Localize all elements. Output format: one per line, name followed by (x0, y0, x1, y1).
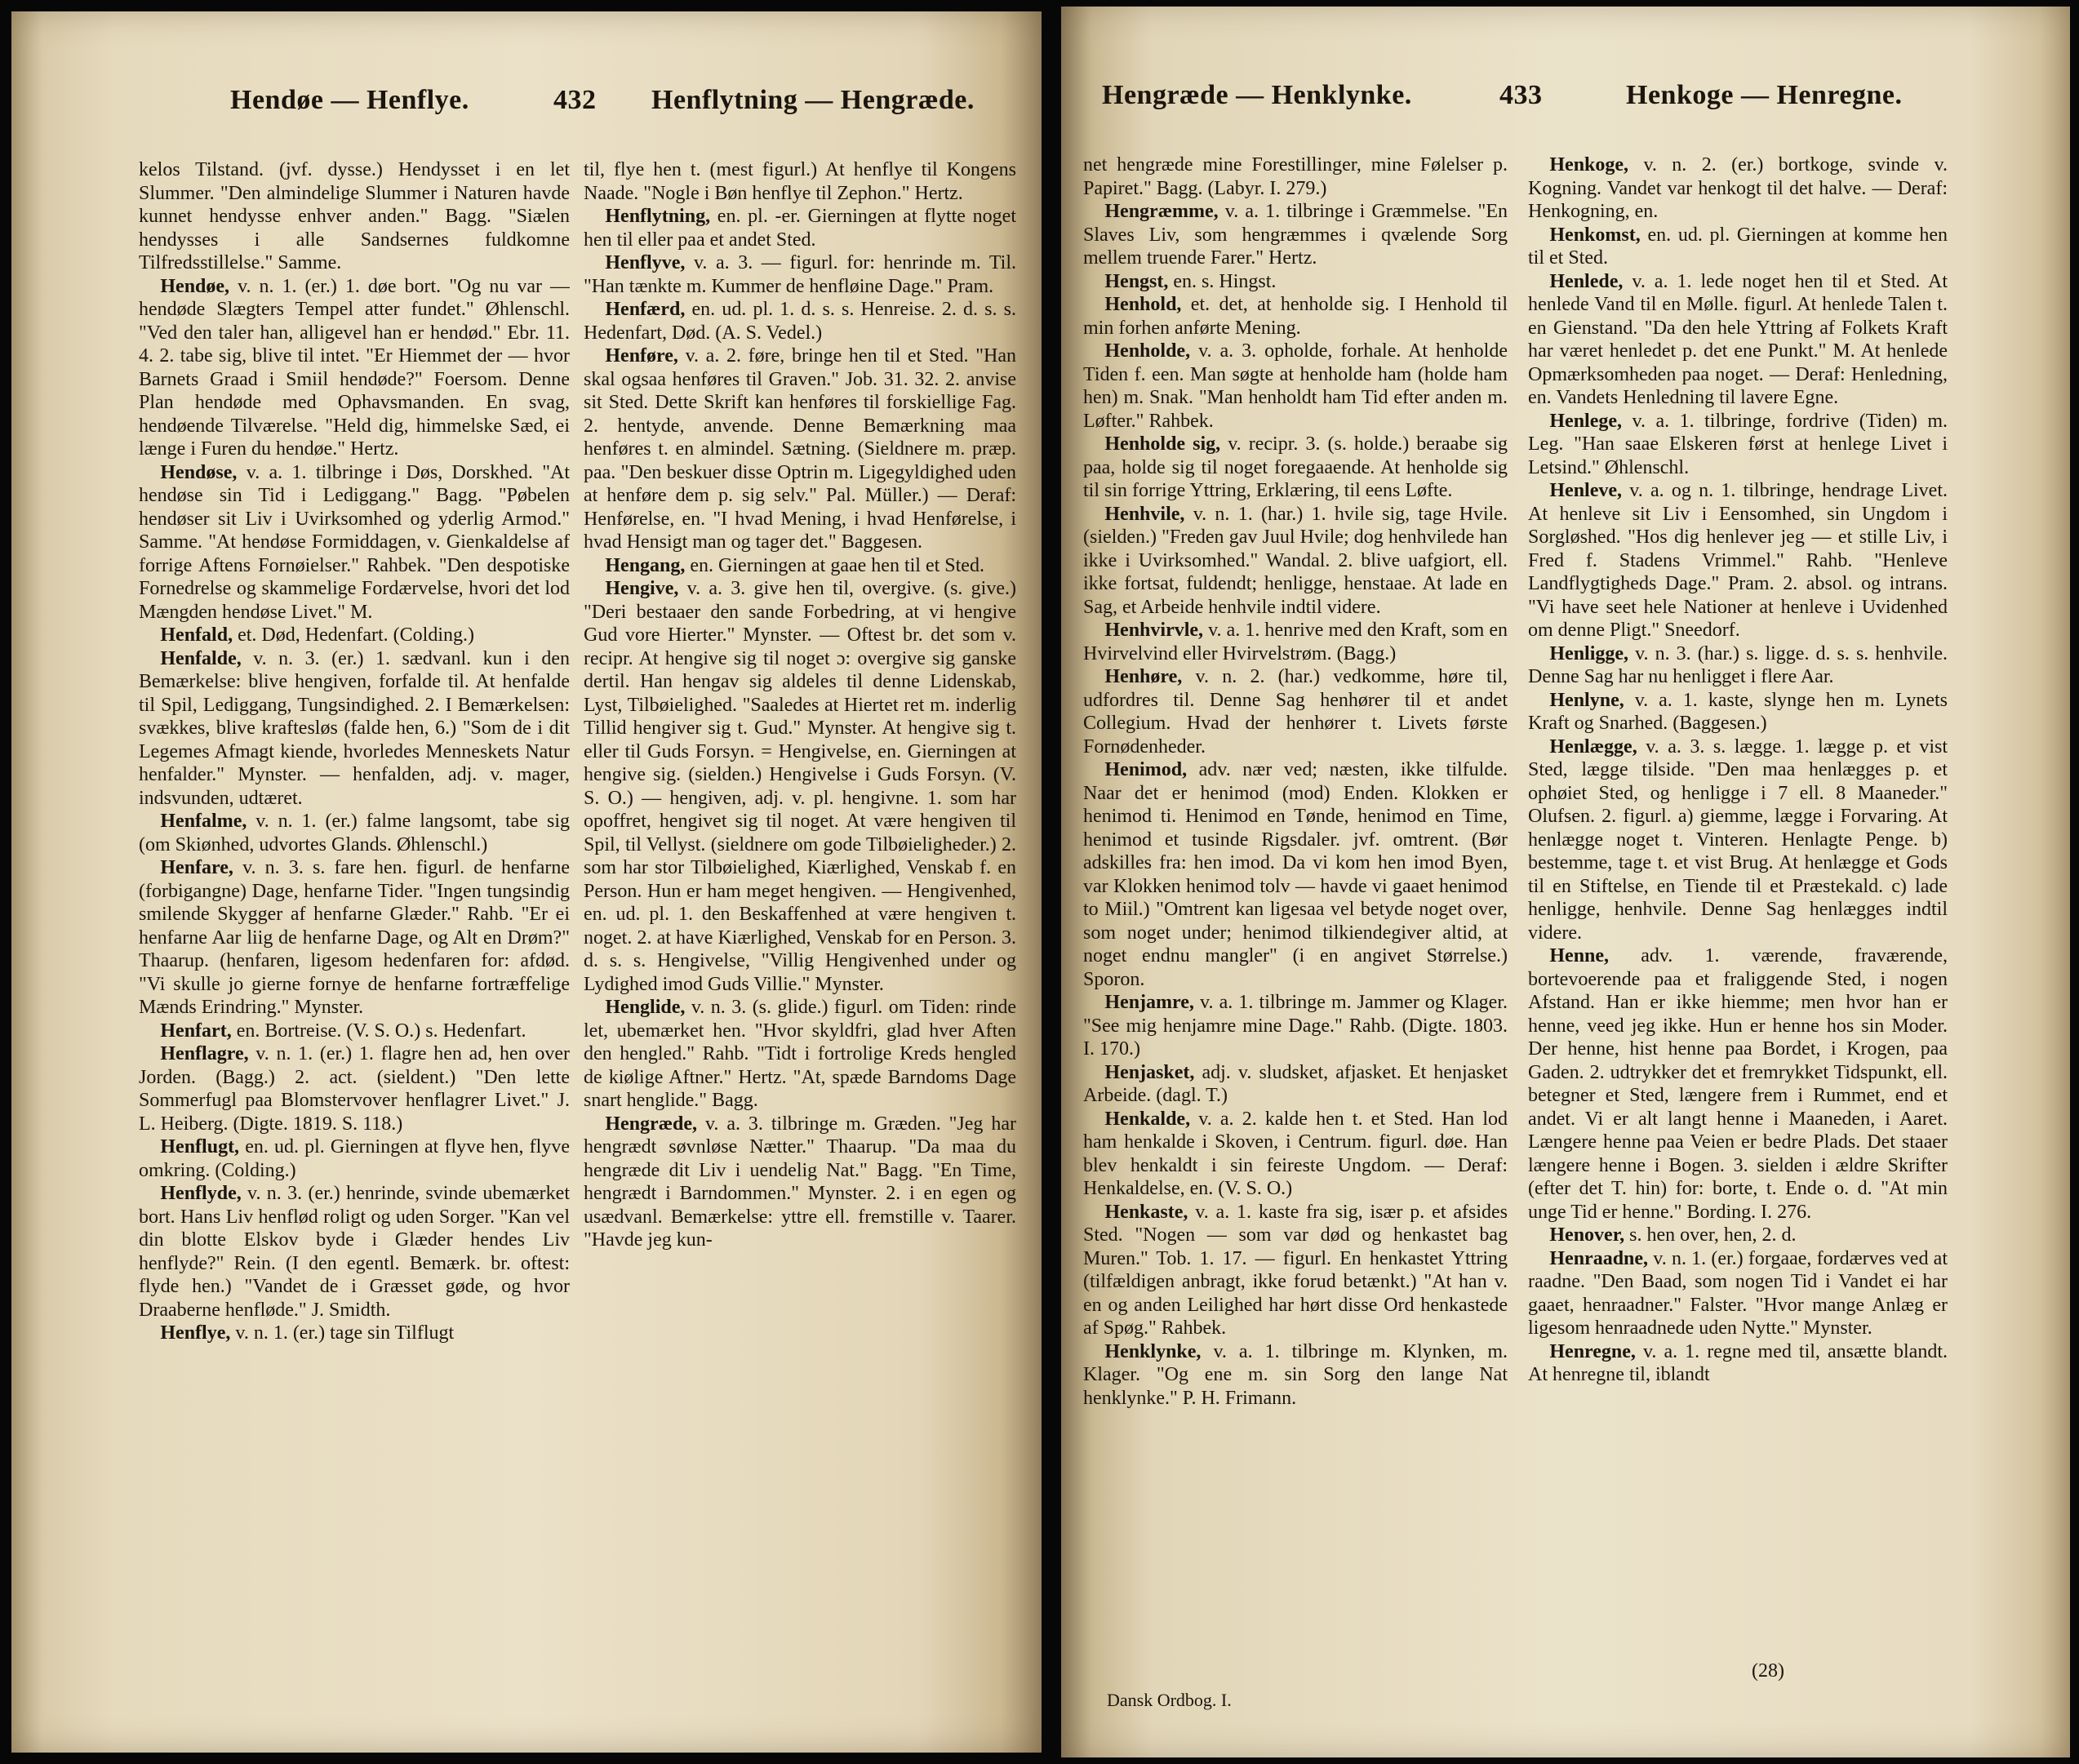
dictionary-entry (139, 810, 570, 856)
dictionary-entry (1083, 1061, 1508, 1108)
dictionary-entry (139, 647, 570, 811)
running-head-left: Hendøe — Henflye. (230, 85, 469, 115)
headword: Hengræde, (605, 1113, 698, 1135)
dictionary-entry (1083, 619, 1508, 665)
entry-text: v. n. 3. s. fare hen. figurl. de henfarne (forbigangne) Dage, henfarne Tider. "Ingen tungsindig smilende Skygger af henfarne Glæder." Rahb. "Er ei henfarne Aar liig de henfarne Dage, og Alt en Drøm?" Thaarup. (henfaren, ligesom hedenfaren for: afdød. "Vi skulle jo gierne fornye de henfarne fortræffelige Mænds Erindring." Mynster. (139, 857, 570, 1018)
dictionary-entry (1528, 642, 1948, 689)
headword: Hengive, (605, 578, 679, 599)
entry-text: en. ud. pl. 1. d. s. s. Henreise. 2. d. s. s. Hedenfart, Død. (A. S. Vedel.) (584, 299, 1016, 344)
page-number: 433 (1499, 80, 1543, 110)
entry-text: adj. v. sludsket, afjasket. Et henjasket Arbeide. (dagl. T.) (1083, 1061, 1508, 1106)
dictionary-entry (139, 1042, 570, 1135)
entry-text: v. a. 1. tilbringe i Døs, Dorskhed. "At hendøse sin Tid i Lediggang." Bagg. "Pøbelen hendøser sit Liv i Uvirksomhed og yderlig Armod." Samme. "At hendøse Formiddagen, v. Gienkaldelse af forrige Aftens Fornøielser." Rahbek. "Den despotiske Fornedrelse og skammelige Fordærvelse, hvori det lod Mængden hendøse Livet." M. (139, 461, 570, 623)
headword: Henlægge, (1549, 735, 1637, 758)
entry-text: v. n. 1. (er.) falme langsomt, tabe sig (om Skiønhed, udvortes Glands. Øhlenschl.) (139, 811, 570, 855)
headword: Henføre, (605, 345, 678, 367)
dictionary-entry (584, 251, 1016, 298)
entry-text: v. n. 3. (er.) henrinde, svinde ubemærket bort. Hans Liv henflød roligt og uden Sorger. "Kan vel din blotte Elskov byde i Glæder hendes Liv henflyde?" Rein. (I den egentl. Bemærk. br. oftest: flyde hen.) "Vandet de i Græsset gøde, og hvor Draaberne henfløde." J. Smidth. (139, 1183, 570, 1321)
headword: Hengræmme, (1104, 201, 1219, 222)
dictionary-entry (1528, 689, 1948, 735)
dictionary-entry (584, 205, 1016, 251)
dictionary-entry (139, 856, 570, 1020)
entry-text: v. n. 1. (er.) tage sin Tilflugt (230, 1322, 455, 1344)
entry-text: v. a. og n. 1. tilbringe, hendrage Livet. At henleve sit Liv i Eensomhed, sin Ungdom i Sorgløshed. "Hos dig henlever jeg — et stille Liv, i Fred f. Stadens Vrimmel." Rahb. "Henleve Landflygtigheds Dage." Pram. 2. absol. og intrans. "Vi have seet hele Nationer at henleve i Uvidenhed om denne Pligt." Sneedorf. (1528, 480, 1948, 641)
signature-mark: Dansk Ordbog. I. (1107, 1690, 1232, 1710)
dictionary-entry (1528, 1247, 1948, 1340)
entry-text: v. n. 3. (har.) s. ligge. d. s. s. henhvile. Denne Sag har nu henligget i flere Aar. (1528, 642, 1948, 687)
dictionary-entry (1083, 153, 1508, 200)
dictionary-entry (1083, 340, 1508, 433)
headword: Henkalde, (1104, 1108, 1191, 1130)
entry-text: til, flye hen t. (mest figurl.) At henflye til Kongens Naade. "Nogle i Bøn henflye til Zephon." Hertz. (584, 159, 1016, 204)
headword: Henkomst, (1549, 224, 1641, 246)
dictionary-entry (1528, 410, 1948, 480)
headword: Henflagre, (160, 1043, 249, 1064)
sheet-number: (28) (1752, 1660, 1784, 1682)
entry-text: en. pl. -er. Gierningen at flytte noget hen til eller paa et andet Sted. (584, 206, 1016, 251)
dictionary-entry (1083, 758, 1508, 991)
entry-text: v. a. 3. opholde, forhale. At henholde Tiden f. een. Man søgte at henholde ham (holde ham hen) m. Snak. "Man henholdt ham Tid efter anden m. Løfter." Rahbek. (1083, 340, 1508, 432)
headword: Henligge, (1549, 642, 1629, 664)
entry-text: v. n. 1. (er.) 1. døe bort. "Og nu var — hendøde Slægters Tempel atter fundet." Øhlenschl. "Ved den taler han, alligevel han er hendød." Ebr. 11. 4. 2. tabe sig, blive til intet. "Er Hiemmet der — hvor Barnets Graad i Smiil hendøde?" Foersom. Denne Plan hendøde med Ophavsmanden. En svag, hendøende Tilværelse. "Held dig, himmelske Sæd, ei længe i Furen du hendøe." Hertz. (139, 275, 570, 460)
headword: Henimod, (1104, 759, 1188, 780)
headword: Henover, (1549, 1224, 1625, 1246)
entry-text: et. det, at henholde sig. I Henhold til min forhen anførte Mening. (1083, 294, 1508, 339)
entry-text: v. n. 3. (s. glide.) figurl. om Tiden: rinde let, ubemærket hen. "Hvor skyldfri, glad hver Aften den hengled." Rahb. "Tidt i fortrolige Kreds hengled de kiølige Aftner." Hertz. "At, spæde Barndoms Dage snart henglide." Bagg. (584, 997, 1016, 1111)
column-1 (139, 158, 570, 1717)
dictionary-entry (584, 1113, 1016, 1252)
dictionary-entry (584, 298, 1016, 344)
headword: Henfærd, (605, 299, 686, 320)
headword: Henfart, (160, 1020, 232, 1042)
headword: Henglide, (605, 997, 686, 1018)
headword: Henklynke, (1104, 1340, 1202, 1362)
headword: Henlede, (1549, 270, 1624, 292)
dictionary-entry (1528, 270, 1948, 410)
entry-text: net hengræde mine Forestillinger, mine Følelser p. Papiret." Bagg. (Labyr. I. 279.) (1083, 154, 1508, 199)
dictionary-entry (139, 158, 570, 275)
dictionary-entry (139, 1322, 570, 1345)
entry-text: et. Død, Hedenfart. (Colding.) (233, 624, 474, 646)
headword: Henhvirvle, (1104, 620, 1204, 641)
entry-text: v. a. 2. kalde hen t. et Sted. Han lod ham henkalde i Skoven, i Centrum. figurl. døe. Han blev henkaldt i sin feireste Ungdom. — Deraf: Henkaldelse, en. (V. S. O.) (1083, 1108, 1508, 1199)
running-head-right: Henflytning — Hengræde. (651, 85, 975, 115)
entry-text: v. a. 3. give hen til, overgive. (s. give.) "Deri bestaaer den sande Forbedring, at vi hengive Gud vore Hierter." Mynster. — Oftest br. det som v. recipr. At hengive sig til noget ɔ: overgive sig ganske dertil. Han hengav sig aldeles til denne Lidenskab, Lyst, Tilbøielighed. "Saaledes at Hiertet ret m. inderlig Tillid hengiver sig t. Gud." Mynster. At hengive sig t. eller til Guds Forsyn. = Hengivelse, en. Gierningen at hengive sig. (sielden.) Hengivelse i Guds Forsyn. (V. S. O.) — hengiven, adj. v. pl. hengivne. 1. som har opoffret, hengivet sig til noget. At være hengiven til Spil, til Vellyst. (sieldnere om gode Tilbøieligheder.) 2. som har stor Tilbøielighed, Kiærlighed, Venskab f. en Person. Hun er ham meget hengiven. — Hengivenhed, en. ud. pl. 1. den Beskaffenhed at være hengiven t. noget. 2. at have Kiærlighed, Venskab for en Person. 3. d. s. s. Hengivelse, "Villig Hengivenhed under og Lydighed imod Guds Villie." Mynster. (584, 578, 1016, 995)
headword: Henleve, (1549, 480, 1623, 501)
entry-text: v. a. 3. — figurl. for: henrinde m. Til. "Han tænkte m. Kummer de henfløine Dage." Pram. (584, 252, 1016, 297)
headword: Henhvile, (1104, 503, 1185, 525)
dictionary-entry (584, 554, 1016, 578)
entry-text: v. a. 3. s. lægge. 1. lægge p. et vist Sted, lægge tilside. "Den maa henlægges p. et ophøiet Sted, og henligge i 7 ell. 8 Maaneder." Olufsen. 2. figurl. a) giemme, lægge i Forvaring. At henlægge noget t. Vinteren. Henlagte Penge. b) bestemme, tage t. et vist Brug. At henlægge et Gods til en Stiftelse, en Tiende til et Præstekald. c) lade henligge, henhvile. Denne Sag henlægges indtil videre. (1528, 735, 1948, 944)
headword: Henraadne, (1549, 1247, 1649, 1269)
dictionary-entry (1083, 665, 1508, 758)
entry-text: kelos Tilstand. (jvf. dysse.) Hendysset i en let Slummer. "Den almindelige Slummer i Naturen havde kunnet hendysse enhver anden." Bagg. "Siælen hendysses i alle Sandsernes fuldkomne Tilfredsstillelse." Samme. (139, 159, 570, 273)
dictionary-entry (584, 158, 1016, 205)
dictionary-entry (1083, 503, 1508, 620)
dictionary-entry (1083, 1340, 1508, 1411)
entry-text: v. a. 1. tilbringe m. Klynken, m. Klager. "Og ene m. sin Sorg den lange Nat henklynke." P. H. Frimann. (1083, 1340, 1508, 1409)
headword: Henflytning, (605, 206, 711, 227)
headword: Henlyne, (1549, 689, 1624, 711)
headword: Henkoge, (1549, 154, 1629, 176)
headword: Henfalde, (160, 647, 242, 669)
headword: Hengst, (1104, 270, 1169, 292)
page-433 (1061, 7, 2070, 1757)
entry-text: v. n. 1. (er.) forgaae, fordærves ved at raadne. "Den Baad, som nogen Tid i Vandet ei har gaaet, henraadner." Falster. "Hvor mange Anlæg er ligesom henraadnede uden Nytte." Mynster. (1528, 1247, 1948, 1339)
entry-text: v. a. 3. tilbringe m. Græden. "Jeg har hengrædt søvnløse Nætter." Thaarup. "Da maa du hengræde dit Liv i uendelig Nat." Bagg. "En Time, hengrædt i Barndommen." Mynster. 2. i en egen og usædvanl. Bemærkelse: yttre ell. fremstille v. Taarer. "Havde jeg kun- (584, 1113, 1016, 1251)
dictionary-entry (584, 344, 1016, 554)
headword: Hengang, (605, 554, 686, 576)
dictionary-entry (1083, 200, 1508, 270)
entry-text: v. n. 1. (har.) 1. hvile sig, tage Hvile. (sielden.) "Freden gav Juul Hvile; dog henhvilede han ikke i Uvirksomhed." Wandal. 2. blive uafgiort, ell. ikke fortsat, fuldendt; henligge, henstaae. At lade en Sag, et Arbeide henhvile indtil videre. (1083, 503, 1508, 618)
entry-text: adv. nær ved; næsten, ikke tilfulde. Naar det er henimod (mod) Enden. Klokken er henimod ti. Henimod en Tønde, henimod en Time, henimod et tusinde Rigsdaler. jvf. omtrent. (Bør adskilles fra: hen imod. Da vi kom hen imod Byen, var Klokken henimod tolv — havde vi gaaet henimod to Miil.) "Omtrent kan ligesaa vel betyde noget over, som noget under; henimod tilkiendegiver altid, at noget endnu mangler" (i en angivet Størrelse.) Sporon. (1083, 759, 1508, 990)
page-432 (11, 11, 1042, 1753)
running-head-left: Hengræde — Henklynke. (1102, 80, 1412, 110)
headword: Henflyve, (605, 252, 686, 273)
entry-text: v. n. 2. (har.) vedkomme, høre til, udfordres til. Denne Sag henhører til et andet Collegium. Hvad der henhører t. Livets første Fornødenheder. (1083, 666, 1508, 758)
headword: Henne, (1549, 945, 1610, 966)
headword: Henflyde, (160, 1183, 242, 1204)
dictionary-entry (139, 1020, 570, 1043)
headword: Henfald, (160, 624, 233, 646)
headword: Henholde, (1104, 340, 1191, 362)
dictionary-entry (1528, 1340, 1948, 1387)
entry-text: v. n. 2. (er.) bortkoge, svinde v. Kogning. Vandet var henkogt til det halve. — Deraf: Henkogning, en. (1528, 154, 1948, 222)
headword: Henjasket, (1104, 1061, 1195, 1083)
dictionary-entry (1083, 991, 1508, 1061)
headword: Henhold, (1104, 294, 1182, 315)
entry-text: adv. 1. værende, fraværende, bortevoerende paa et fraliggende Sted, i nogen Afstand. Han er ikke hiemme; men hvor han er henne, veed jeg ikke. Hun er henne hos sin Moder. Der henne, hist henne paa Bordet, i Krogen, paa Gaden. 2. udtrykker det et fremrykket Tidspunkt, ell. betegner et Sted, længere frem i Rummet, end et andet. Vi er alt langt henne i Maaneden, i Aaret. Længere henne paa Veien er bedre Plads. Det staaer længere henne i Bogen. 3. sielden i ældre Skrifter (efter det T. hin) for: borte, t. Ende o. d. "At min unge Tid er henne." Bording. I. 276. (1528, 945, 1948, 1223)
entry-text: v. a. 1. regne med til, ansætte blandt. At henregne til, iblandt (1528, 1340, 1948, 1385)
entry-text: en. ud. pl. Gierningen at flyve hen, flyve omkring. (Colding.) (139, 1136, 570, 1181)
entry-text: en. ud. pl. Gierningen at komme hen til et Sted. (1528, 224, 1948, 269)
entry-text: en. Gierningen at gaae hen til et Sted. (685, 554, 984, 576)
entry-text: v. n. 1. (er.) 1. flagre hen ad, hen over Jorden. (Bagg.) 2. act. (sieldent.) "Den lette Sommerfugl paa Blomstervover henflagrer Livet." J. L. Heiberg. (Digte. 1819. S. 118.) (139, 1043, 570, 1135)
headword: Henholde sig, (1104, 433, 1221, 455)
entry-text: v. a. 1. tilbringe i Græmmelse. "En Slaves Liv, som hengræmmes i qvælende Sorg mellem truende Farer." Hertz. (1083, 201, 1508, 269)
dictionary-entry (139, 1135, 570, 1182)
headword: Henflye, (160, 1322, 231, 1344)
dictionary-entry (139, 461, 570, 624)
dictionary-entry (1083, 293, 1508, 340)
dictionary-entry (584, 577, 1016, 996)
headword: Henlege, (1549, 410, 1623, 432)
dictionary-entry (1083, 1108, 1508, 1201)
page-number: 432 (553, 85, 597, 115)
headword: Henhøre, (1104, 666, 1183, 687)
entry-text: v. a. 1. tilbringe m. Jammer og Klager. "See mig henjamre mine Dage." Rahb. (Digte. 1803. I. 170.) (1083, 992, 1508, 1060)
headword: Henkaste, (1104, 1201, 1188, 1223)
column-3 (1083, 153, 1508, 1672)
headword: Henfalme, (160, 811, 247, 832)
dictionary-entry (1083, 1201, 1508, 1340)
headword: Henregne, (1549, 1340, 1636, 1362)
entry-text: en. s. Hingst. (1168, 270, 1277, 292)
dictionary-entry (1528, 224, 1948, 270)
dictionary-entry (1528, 735, 1948, 945)
headword: Henflugt, (160, 1136, 240, 1157)
headword: Henfare, (160, 857, 233, 878)
dictionary-entry (139, 275, 570, 461)
entry-text: en. Bortreise. (V. S. O.) s. Hedenfart. (231, 1020, 526, 1042)
dictionary-entry (139, 1182, 570, 1322)
dictionary-entry (1083, 433, 1508, 503)
dictionary-entry (1083, 270, 1508, 294)
entry-text: v. a. 1. tilbringe, fordrive (Tiden) m. Leg. "Han saae Elskeren først at henlege Livet i Letsind." Øhlenschl. (1528, 410, 1948, 478)
column-4 (1528, 153, 1948, 1655)
entry-text: v. n. 3. (er.) 1. sædvanl. kun i den Bemærkelse: blive hengiven, forfalde til. At henfalde til Spil, Lediggang, Tungsindighed. 2. I Bemærkelsen: svækkes, blive kraftesløs (falde hen, 6.) "Som de i dit Legemes Afmagt kiende, hvorledes Menneskets Natur henfalder." Mynster. — henfalden, adj. v. mager, indsvunden, udtæret. (139, 647, 570, 809)
dictionary-entry (1528, 1224, 1948, 1247)
entry-text: v. a. 1. kaste, slynge hen m. Lynets Kraft og Snarhed. (Baggesen.) (1528, 689, 1948, 734)
column-2 (584, 158, 1016, 1717)
headword: Hendøe, (160, 275, 230, 297)
dictionary-entry (1528, 479, 1948, 642)
entry-text: v. a. 1. lede noget hen til et Sted. At henlede Vand til en Mølle. figurl. At henlede Talen t. en Gienstand. "Da den hele Yttring af Folkets Kraft har været henledet p. det ene Punkt." M. At henlede Opmærksomheden paa noget. — Deraf: Henledning, en. Vandets Henledning til lavere Egne. (1528, 270, 1948, 408)
dictionary-entry (1528, 153, 1948, 224)
headword: Hendøse, (160, 461, 238, 483)
headword: Henjamre, (1104, 992, 1194, 1013)
entry-text: s. hen over, hen, 2. d. (1624, 1224, 1797, 1246)
entry-text: v. a. 2. føre, bringe hen til et Sted. "Han skal ogsaa henføres til Graven." Job. 31. 32. 2. anvise sit Sted. Dette Skrift kan henføres til forskiellige Fag. 2. hentyde, anvende. Denne Bemærkning maa henføres t. en almindel. Sætning. (Sieldnere m. præp. paa. "Den beskuer disse Optrin m. Ligegyldighed uden at henføre dem p. sig selv." Pal. Müller.) — Deraf: Henførelse, en. "I hvad Mening, i hvad Henførelse, i hvad Hensigt man og tager det." Baggesen. (584, 345, 1016, 553)
dictionary-entry (584, 996, 1016, 1113)
entry-text: v. a. 1. henrive med den Kraft, som en Hvirvelvind eller Hvirvelstrøm. (Bagg.) (1083, 620, 1508, 664)
entry-text: v. a. 1. kaste fra sig, især p. et afsides Sted. "Nogen — som var død og henkastet bag Muren." Tob. 1. 17. — figurl. En henkastet Yttring (tilfældigen anbragt, ikke forud betænkt.) "At han v. en og anden Leilighed har hørt disse Ord henkastede af Spøg." Rahbek. (1083, 1201, 1508, 1339)
dictionary-entry (1528, 944, 1948, 1224)
dictionary-entry (139, 624, 570, 647)
entry-text: v. recipr. 3. (s. holde.) beraabe sig paa, holde sig til noget foregaaende. At henholde sig til sin forrige Yttring, Erklæring, til eens Løfte. (1083, 433, 1508, 501)
running-head-right: Henkoge — Henregne. (1626, 80, 1903, 110)
